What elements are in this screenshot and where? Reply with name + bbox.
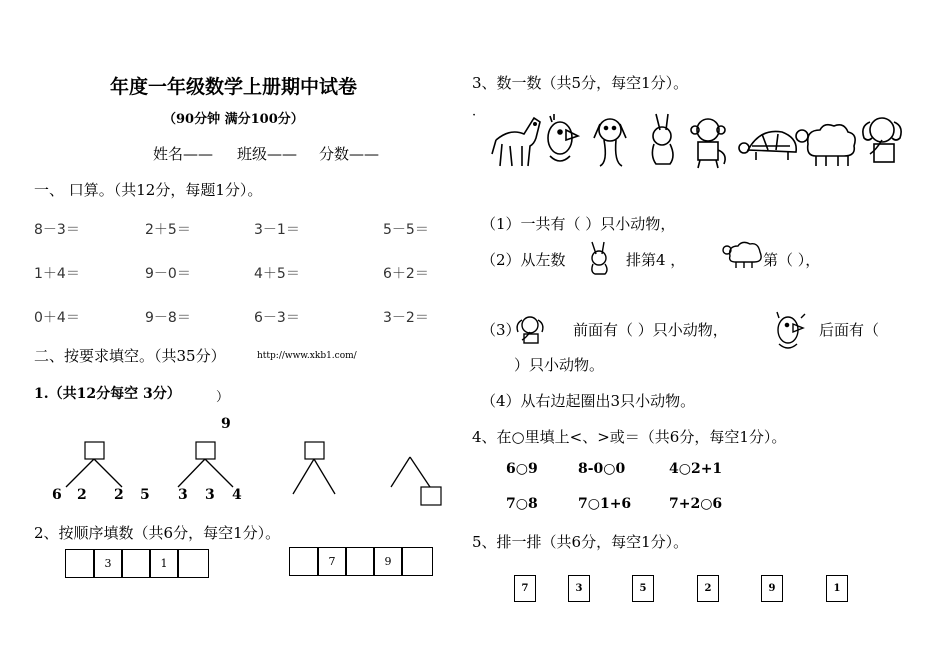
- bond-number: 6: [52, 487, 62, 503]
- compare-problem[interactable]: 4○2+1: [669, 461, 723, 477]
- sequence-cell[interactable]: [401, 547, 433, 576]
- number-card[interactable]: 7: [514, 575, 536, 602]
- bond-line: [66, 459, 94, 487]
- sequence-cell[interactable]: [289, 547, 319, 576]
- arith-problem[interactable]: 9－0＝: [145, 266, 191, 282]
- bond-number: 3: [178, 487, 188, 503]
- q1-label: 1.（共12分每空 3分）: [34, 386, 181, 402]
- number-card[interactable]: 1: [826, 575, 848, 602]
- q3-1-text[interactable]: （1）一共有（ ）只小动物，: [481, 215, 676, 233]
- section5-heading: 5、排一排（共6分，每空1分）。: [472, 533, 689, 551]
- arith-problem[interactable]: 6＋2＝: [383, 266, 429, 282]
- page-title: 年度一年级数学上册期中试卷: [110, 76, 358, 98]
- arith-problem[interactable]: 4＋5＝: [254, 266, 300, 282]
- arith-problem[interactable]: 1＋4＝: [34, 266, 80, 282]
- q2-label: 2、按顺序填数（共6分，每空1分）。: [34, 524, 281, 542]
- bird-icon: [548, 114, 578, 161]
- bond-box: [85, 442, 104, 459]
- sequence-cell[interactable]: 3: [93, 549, 123, 578]
- bond-number: 5: [140, 487, 150, 503]
- arith-problem[interactable]: 2＋5＝: [145, 222, 191, 238]
- q3-3-text-c[interactable]: 后面有（: [819, 321, 880, 339]
- sheep-icon: [722, 238, 764, 270]
- q3-3-text-d[interactable]: ）只小动物。: [514, 356, 605, 374]
- bond-number: 2: [114, 487, 124, 503]
- name-field[interactable]: 姓名——: [153, 145, 214, 163]
- sheep-icon: [796, 125, 855, 166]
- bond-line: [94, 459, 122, 487]
- bond-box: [305, 442, 324, 459]
- arith-problem[interactable]: 5－5＝: [383, 222, 429, 238]
- arith-problem[interactable]: 3－2＝: [383, 310, 429, 326]
- class-field[interactable]: 班级——: [237, 145, 298, 163]
- rabbit-icon: [582, 240, 618, 276]
- stray-dot: ·: [472, 108, 477, 123]
- animal-row: [490, 110, 910, 172]
- compare-problem[interactable]: 7○1+6: [578, 496, 632, 512]
- q1-close-paren: ）: [216, 390, 230, 405]
- elephant-icon: [513, 312, 547, 344]
- bond-top-number: 9: [221, 416, 231, 432]
- section3-heading: 3、数一数（共5分，每空1分）。: [472, 74, 689, 92]
- sequence-cell[interactable]: 9: [373, 547, 403, 576]
- arith-problem[interactable]: 6－3＝: [254, 310, 300, 326]
- sequence-cell[interactable]: [177, 549, 209, 578]
- bond-line: [314, 459, 335, 494]
- number-card[interactable]: 3: [568, 575, 590, 602]
- q3-3-text-a: （3）: [481, 321, 521, 339]
- turtle-icon: [739, 131, 796, 160]
- q3-3-text-b[interactable]: 前面有（ ）只小动物，: [573, 321, 728, 339]
- sequence-cell[interactable]: [121, 549, 151, 578]
- number-card[interactable]: 5: [632, 575, 654, 602]
- section4-heading: 4、在○里填上<、>或＝（共6分，每空1分）。: [472, 428, 787, 446]
- q3-2-text-c[interactable]: 第（ ），: [763, 251, 821, 269]
- sequence-cell[interactable]: 1: [149, 549, 179, 578]
- number-card[interactable]: 2: [697, 575, 719, 602]
- elephant-icon: [863, 118, 901, 162]
- page-subtitle: （90分钟 满分100分）: [163, 112, 304, 127]
- compare-problem[interactable]: 7○8: [506, 496, 538, 512]
- sequence-cell[interactable]: [345, 547, 375, 576]
- compare-problem[interactable]: 7+2○6: [669, 496, 723, 512]
- compare-problem[interactable]: 6○9: [506, 461, 538, 477]
- bond-box: [421, 487, 441, 505]
- score-field[interactable]: 分数——: [319, 145, 380, 163]
- q3-2-text-a: （2）从左数: [481, 251, 566, 269]
- monkey-icon: [691, 119, 725, 168]
- arith-problem[interactable]: 9－8＝: [145, 310, 191, 326]
- section2-heading: 二、按要求填空。（共35分）: [34, 347, 226, 365]
- sequence-cell[interactable]: [65, 549, 95, 578]
- bond-number: 3: [205, 487, 215, 503]
- bond-number: 4: [232, 487, 242, 503]
- bond-line: [410, 457, 430, 487]
- bond-line: [391, 457, 410, 487]
- bond-box: [196, 442, 215, 459]
- arith-problem[interactable]: 0＋4＝: [34, 310, 80, 326]
- compare-problem[interactable]: 8-0○0: [578, 461, 626, 477]
- bond-line: [293, 459, 314, 494]
- horse-icon: [492, 118, 540, 166]
- rabbit-icon: [652, 114, 673, 164]
- bond-line: [205, 459, 233, 487]
- dog-icon: [594, 119, 626, 166]
- sequence-cell[interactable]: 7: [317, 547, 347, 576]
- bird-icon: [771, 308, 811, 354]
- section1-heading: 一、 口算。（共12分，每题1分）。: [34, 181, 263, 199]
- number-card[interactable]: 9: [761, 575, 783, 602]
- q3-4-text: （4）从右边起圈出3只小动物。: [481, 392, 696, 410]
- source-url: http://www.xkb1.com/: [257, 351, 357, 361]
- bond-line: [178, 459, 205, 487]
- arith-problem[interactable]: 8－3＝: [34, 222, 80, 238]
- q3-2-text-b[interactable]: 排第4 ，: [626, 251, 686, 269]
- arith-problem[interactable]: 3－1＝: [254, 222, 300, 238]
- bond-number: 2: [77, 487, 87, 503]
